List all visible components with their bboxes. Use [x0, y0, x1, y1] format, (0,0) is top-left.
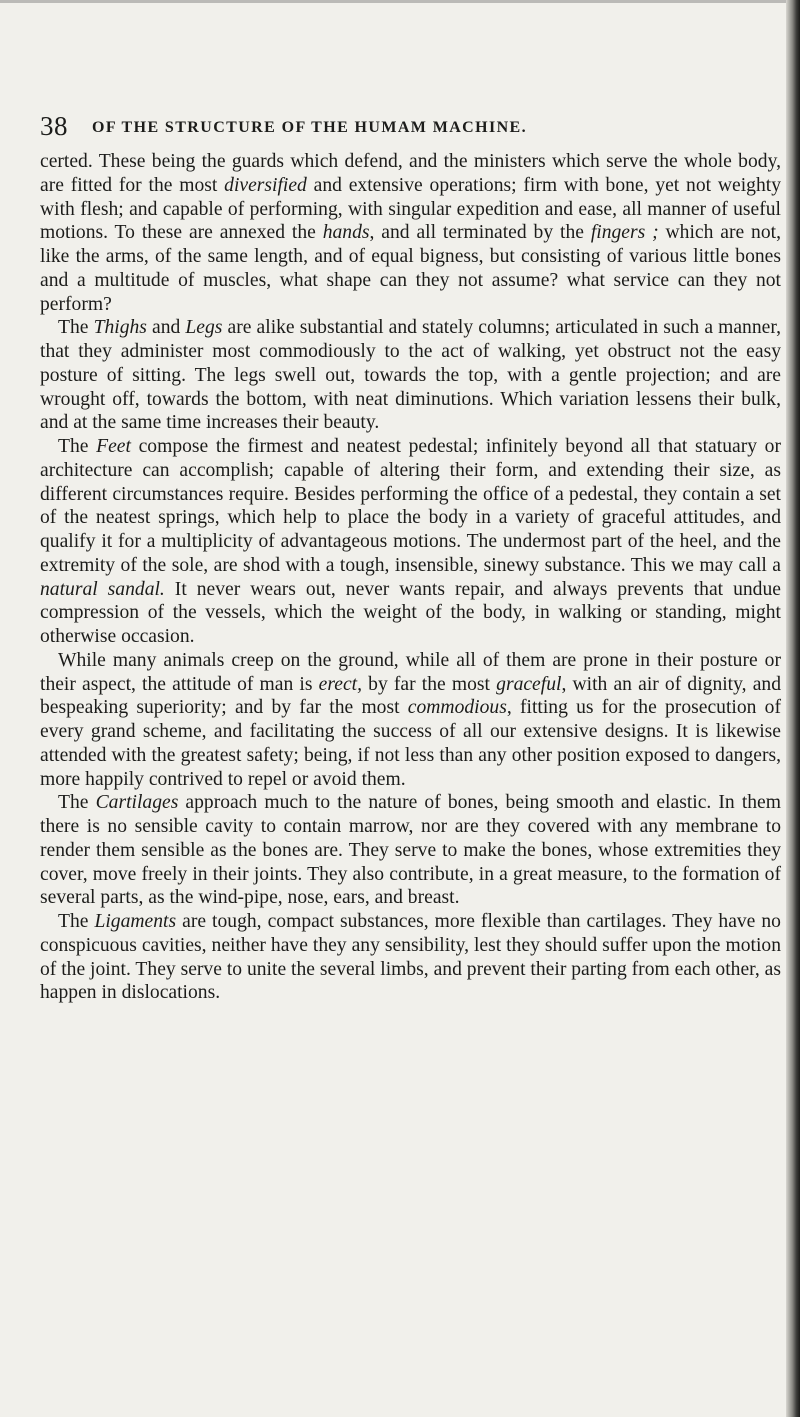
paragraph-cartilages	[40, 791, 781, 910]
text-run: are tough, compact substances, more flexible than cartilages. They have no conspicuous cavities, neither have they any sensibility, lest they should suffer upon the motion of the joint. They serve to unite the several limbs, and prevent their parting from each other, as happen in dislocations.	[40, 911, 782, 1004]
italic-term: graceful	[496, 673, 562, 695]
italic-term: Thighs	[93, 317, 147, 339]
body-text	[40, 150, 781, 1005]
paragraph-arms-hands	[40, 150, 781, 316]
text-run: The	[58, 911, 95, 932]
italic-term: Feet	[96, 436, 131, 457]
paragraph-erect-posture	[40, 649, 781, 792]
page-number: 38	[40, 111, 68, 141]
text-run: The	[58, 436, 97, 457]
italic-term: Ligaments	[94, 911, 177, 932]
text-run: , with an air of dignity, and bespeaking superiority; and by far the most	[40, 673, 781, 719]
paragraph-thighs-legs	[40, 316, 781, 435]
italic-term: fingers ;	[590, 222, 659, 244]
top-edge-rule	[0, 0, 790, 3]
text-run: It never wears out, never wants repair, and always prevents that undue compression of the vessels, which the weight of the body, in walking or standing, might otherwise occasion.	[40, 578, 781, 647]
text-run: The	[58, 792, 96, 814]
italic-term: commodious	[407, 697, 507, 719]
text-run: by far the most	[362, 673, 497, 695]
italic-term: Cartilages	[95, 792, 179, 814]
italic-term: natural sandal.	[40, 578, 165, 600]
page-edge-shadow	[786, 0, 800, 1417]
paragraph-ligaments	[40, 910, 781, 1005]
text-run: which are not, like the arms, of the same length, and of equal bigness, but consisting of various little bones and a multitude of muscles, what shape can they not assume? what service can they not perform?	[40, 222, 781, 315]
text-run: compose the firmest and neatest pedestal; infinitely beyond all that statuary or architecture can accomplish; capable of altering their form, and extending their size, as different circumstances require. Besides performing the office of a pedestal, they contain a set of the neatest springs, which help to place the body in a variety of graceful attitudes, and qualify it for a multiplicity of advantageous motions. The undermost part of the heel, and the extremity of the sole, are shod with a tough, insensible, sinewy substance. This we may call a	[40, 436, 781, 576]
text-run: and extensive operations; firm with bone, yet not weighty with flesh; and capable of performing, with singular expedition and ease, all manner of useful motions. To these are annexed the	[40, 174, 782, 244]
text-run: , fitting us for the prosecution of every grand scheme, and facilitating the success of all our extensive designs. It is likewise attended with the greatest safety; being, if not less than any other position exposed to dangers, more happily contrived to repel or avoid them.	[40, 697, 781, 790]
text-run: While many animals creep on the ground, while all of them are prone in their posture or their aspect, the attitude of man is	[40, 649, 781, 695]
text-run: approach much to the nature of bones, being smooth and elastic. In them there is no sensible cavity to contain marrow, nor are they covered with any membrane to render them sensible as the bones are. They serve to make the bones, whose extremities they cover, move freely in their joints. They also contribute, in a great measure, to the formation of several parts, as the wind-pipe, nose, ears, and breast.	[40, 792, 781, 909]
text-run: , and all terminated by the	[369, 222, 591, 244]
text-run: and	[146, 317, 186, 339]
italic-term: erect,	[318, 673, 362, 695]
italic-term: hands	[322, 222, 370, 244]
text-run: The	[58, 317, 94, 339]
page-title: OF THE STRUCTURE OF THE HUMAM MACHINE.	[92, 119, 528, 136]
text-run: are alike substantial and stately columns; articulated in such a manner, that they administer most commodiously to the act of walking, yet obstruct not the easy posture of sitting. The legs swell out, towards the top, with a gentle projection; and are wrought off, towards the bottom, with neat diminutions. Which variation lessens their bulk, and at the same time increases their beauty.	[40, 317, 781, 434]
text-run: certed. These being the guards which defend, and the ministers which serve the whole body, are fitted for the most	[40, 151, 781, 196]
paragraph-feet	[40, 435, 781, 649]
italic-term: diversified	[224, 174, 307, 196]
italic-term: Legs	[185, 317, 223, 339]
running-head	[40, 106, 780, 146]
